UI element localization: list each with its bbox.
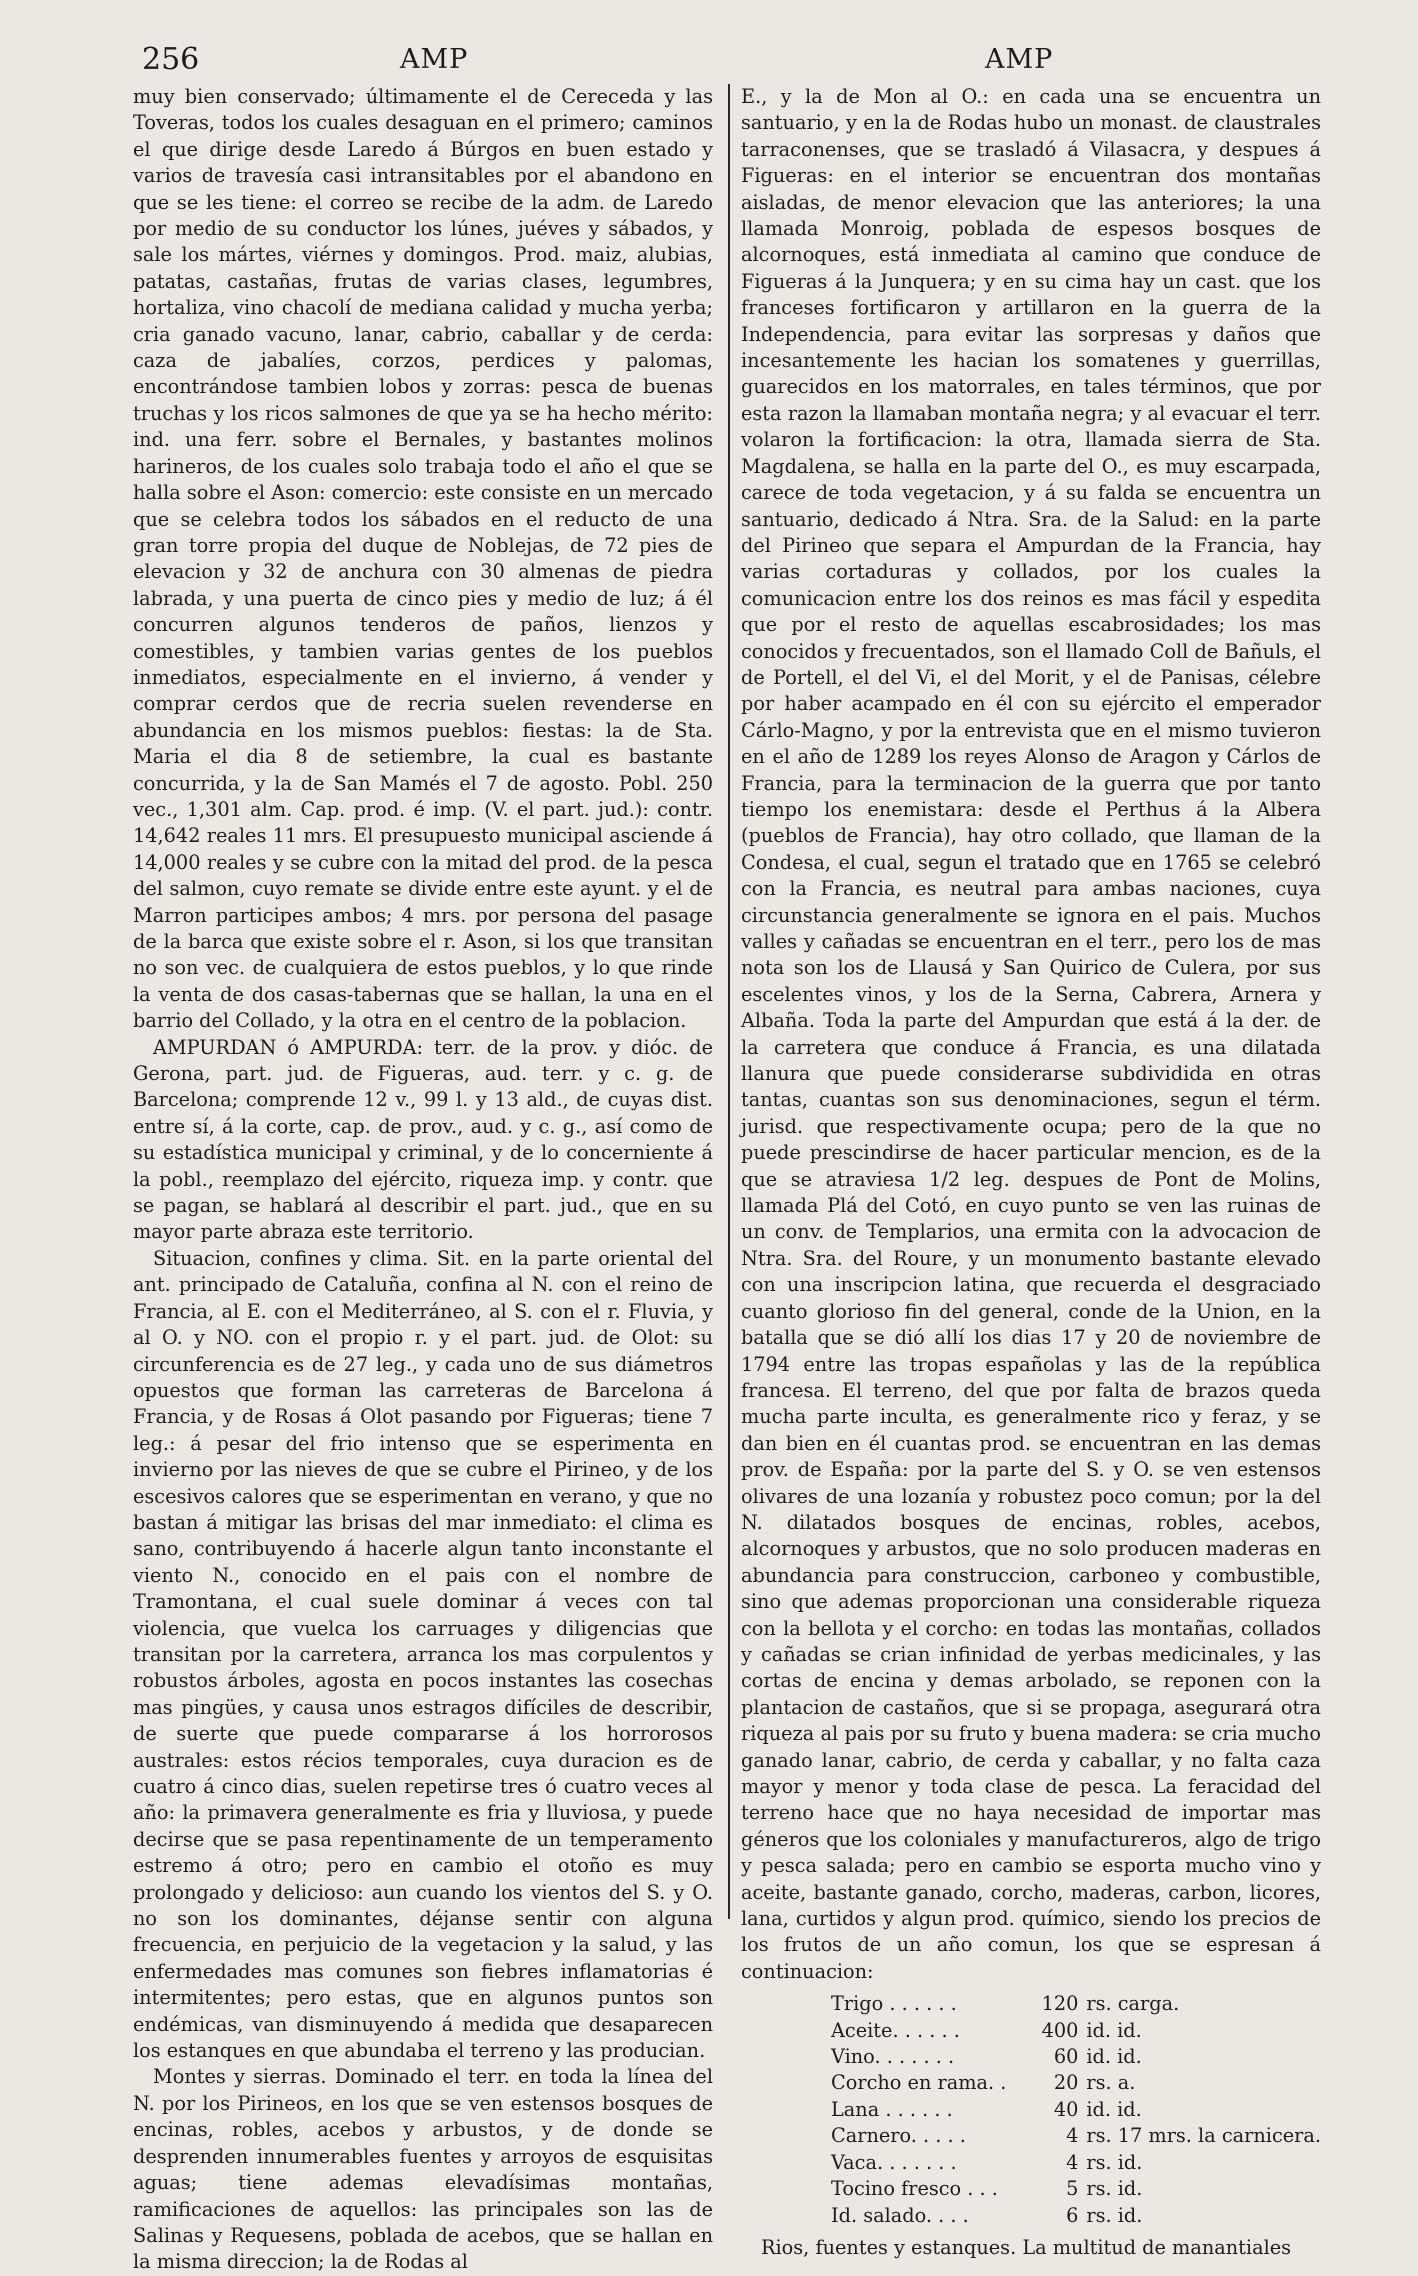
price-item: Corcho en rama. . [831,2071,1007,2095]
price-unit: rs. a. [1086,2071,1136,2095]
running-head-right: AMP [985,44,1054,75]
price-value: 40 [1053,2097,1079,2121]
price-row [831,2123,1321,2149]
price-row [831,2203,1321,2229]
price-unit: rs. id. [1086,2203,1143,2227]
entry-ampurdan: AMPURDAN ó AMPURDA: terr. de la prov. y dióc. de Gerona, part. jud. de Figueras, aud. terr. y c. g. de Barcelona; comprende 12 v., 99 l. y 13 ald., de cuyas dist. entre sí, á la corte, cap. de prov., aud. y c. g., así como de su estadística municipal y criminal, y de lo concerniente á la pobl., reemplazo del ejército, riqueza imp. y contr. que se pagan, se hablará al describir el part. jud., que en su mayor parte abraza este territorio. [133,1035,713,1244]
running-head-left: AMP [400,44,469,75]
price-item: Tocino fresco . . . [831,2177,998,2201]
price-row [831,2176,1321,2202]
price-item: Trigo . . . . . . [831,1992,957,2016]
price-item: Lana . . . . . . [831,2097,953,2121]
price-value: 20 [1053,2071,1079,2095]
price-item: Aceite. . . . . . [831,2018,960,2042]
price-row [831,2070,1321,2096]
price-value: 4 [1066,2150,1079,2174]
section-montes: Montes y sierras. Dominado el terr. en toda la línea del N. por los Pirineos, en los que se ven estensos bosques de encinas, robles, acebos y arbustos, y de donde se desprenden innumerables fuentes y arroyos de esquisitas aguas; tiene ademas elevadísimas montañas, ramificaciones de aquellos: las principales son las de Salinas y Requesens, poblada de acebos, que se hallan en la misma direccion; la de Rodas al [133,2065,713,2274]
price-row [831,2097,1321,2123]
price-value: 4 [1066,2124,1079,2148]
column-divider [728,84,730,1919]
price-unit: rs. id. [1086,2177,1143,2201]
price-value: 120 [1041,1992,1079,2016]
left-column [133,84,713,2274]
price-row [831,2150,1321,2176]
paragraph-continuation-right: E., y la de Mon al O.: en cada una se encuentra un santuario, y en la de Rodas hubo un monast. de claustrales tarraconenses, que se trasladó á Vilasacra, y despues á Figueras: en el interior se encuentran dos montañas aisladas, de menor elevacion que las anteriores; la una llamada Monroig, poblada de espesos bosques de alcornoques, está inmediata al camino que conduce de Figueras á la Junquera; y en su cima hay un cast. que los franceses fortificaron y artillaron en la guerra de la Independencia, para evitar las sorpresas y daños que incesantemente les hacian los somatenes y guerrillas, guarecidos en los matorrales, en tales términos, que por esta razon la llamaban montaña negra; y al evacuar el terr. volaron la fortificacion: la otra, llamada sierra de Sta. Magdalena, se halla en la parte del O., es muy escarpada, carece de toda vegetacion, y á su falda se encuentra un santuario, dedicado á Ntra. Sra. de la Salud: en la parte del Pirineo que separa el Ampurdan de la Francia, hay varias cortaduras y collados, por los cuales la comunicacion entre los dos reinos es mas fácil y espedita que por el resto de aquellas escabrosidades; los mas conocidos y frecuentados, son el llamado Coll de Bañuls, el de Portell, el del Vi, el del Morit, y el de Panisas, célebre por haber acampado en él con su ejército el emperador Cárlo-Magno, y por la entrevista que en el mismo tuvieron en el año de 1289 los reyes Alonso de Aragon y Cárlos de Francia, para la terminacion de la guerra que por tanto tiempo los enemistara: desde el Perthus á la Albera (pueblos de Francia), hay otro collado, que llaman de la Condesa, el cual, segun el tratado que en 1765 se celebró con la Francia, es neutral para ambas naciones, cuya circunstancia generalmente se ignora en el pais. Muchos valles y cañadas se encuentran en el terr., pero los de mas nota son los de Llausá y San Quirico de Culera, por sus escelentes vinos, y los de la Serna, Cabrera, Arnera y Albaña. Toda la parte del Ampurdan que está á la der. de la carretera que conduce á Francia, es una dilatada llanura que puede considerarse subdividida en otras tantas, cuantas son sus denominaciones, segun el térm. jurisd. que respectivamente ocupa; pero de la que no puede prescindirse de hacer particular mencion, es de la que se atraviesa 1/2 leg. despues de Pont de Molins, llamada Plá del Cotó, en cuyo punto se ven las ruinas de un conv. de Templarios, una ermita con la advocacion de Ntra. Sra. del Roure, y un monumento bastante elevado con una inscripcion latina, que recuerda el desgraciado cuanto glorioso fin del general, conde de la Union, en la batalla que se dió allí los dias 17 y 20 de noviembre de 1794 entre las tropas españolas y las de la república francesa. El terreno, del que por falta de brazos queda mucha parte inculta, es generalmente rico y feraz, y se dan bien en él cuantas prod. se encuentran en las demas prov. de España: por la parte del S. y O. se ven estensos olivares de una lozanía y robustez poco comun; por la del N. dilatados bosques de encinas, robles, acebos, alcornoques y arbustos, que no solo producen maderas en abundancia para construccion, carboneo y combustible, sino que ademas proporcionan una considerable riqueza con la bellota y el corcho: en todas las montañas, collados y cañadas se crian infinidad de yerbas medicinales, y las cortas de encina y demas arbolado, se reponen con la plantacion de castaños, que si se propaga, asegurará otra riqueza al pais por su fruto y buena madera: se cria mucho ganado lanar, cabrio, de cerda y caballar, y no falta caza mayor y menor y toda clase de pesca. La feracidad del terreno hace que no haya necesidad de importar mas géneros que los coloniales y manufactureros, algo de trigo y pesca salada; pero en cambio se esporta mucho vino y aceite, bastante ganado, corcho, maderas, carbon, licores, lana, curtidos y algun prod. químico, siendo los precios de los frutos de un año comun, los que se espresan á continuacion: [741,85,1321,1983]
price-unit: rs. id. [1086,2150,1143,2174]
price-row [831,1991,1321,2017]
price-item: Vaca. . . . . . . [831,2150,957,2174]
price-unit: id. id. [1086,2045,1142,2069]
price-unit: rs. carga. [1086,1992,1180,2016]
paragraph-continuation: muy bien conservado; últimamente el de Cereceda y las Toveras, todos los cuales desaguan en el primero; caminos el que dirige desde Laredo á Búrgos en buen estado y varios de travesía casi intransitables por el abandono en que se les tiene: el correo se recibe de la adm. de Laredo por medio de su conductor los lúnes, juéves y sábados, y sale los mártes, viérnes y domingos. Prod. maiz, alubias, patatas, castañas, frutas de varias clases, legumbres, hortaliza, vino chacolí de mediana calidad y mucha yerba; cria ganado vacuno, lanar, cabrio, caballar y de cerda: caza de jabalíes, corzos, perdices y palomas, encontrándose tambien lobos y zorras: pesca de buenas truchas y los ricos salmones de que ya se ha hecho mérito: ind. una ferr. sobre el Bernales, y bastantes molinos harineros, de los cuales solo trabaja todo el año el que se halla sobre el Ason: comercio: este consiste en un mercado que se celebra todos los sábados en el reducto de una gran torre propia del duque de Noblejas, de 72 pies de elevacion y 32 de anchura con 30 almenas de piedra labrada, y una puerta de cinco pies y medio de luz; á él concurren algunos tenderos de paños, lienzos y comestibles, y tambien varias gentes de los pueblos inmediatos, especialmente en el invierno, á vender y comprar cerdos que de recria suelen revenderse en abundancia en los mismos pueblos: fiestas: la de Sta. Maria el dia 8 de setiembre, la cual es bastante concurrida, y la de San Mamés el 7 de agosto. Pobl. 250 vec., 1,301 alm. Cap. prod. é imp. (V. el part. jud.): contr. 14,642 reales 11 mrs. El presupuesto municipal asciende á 14,000 reales y se cubre con la mitad del prod. de la pesca del salmon, cuyo remate se divide entre este ayunt. y el de Marron participes ambos; 4 mrs. por persona del pasage de la barca que existe sobre el r. Ason, si los que transitan no son vec. de cualquiera de estos pueblos, y lo que rinde la venta de dos casas-tabernas que se hallan, la una en el barrio del Collado, y la otra en el centro de la poblacion. [133,85,713,1033]
price-unit: id. id. [1086,2018,1142,2042]
page-number: 256 [142,42,200,77]
price-unit: id. id. [1086,2097,1142,2121]
price-item: Vino. . . . . . . [831,2045,955,2069]
price-row [831,2018,1321,2044]
price-table [831,1991,1321,2229]
price-unit: rs. 17 mrs. la carnicera. [1086,2124,1321,2148]
price-value: 5 [1066,2177,1079,2201]
price-row [831,2044,1321,2070]
right-column [741,84,1321,2259]
price-value: 6 [1066,2203,1079,2227]
section-situacion: Situacion, confines y clima. Sit. en la parte oriental del ant. principado de Cataluña, confina al N. con el reino de Francia, al E. con el Mediterráneo, al S. con el r. Fluvia, y al O. y NO. con el propio r. y el part. jud. de Olot: su circunferencia es de 27 leg., y cada uno de sus diámetros opuestos que forman las carreteras de Barcelona á Francia, y de Rosas á Olot pasando por Figueras; tiene 7 leg.: á pesar del frio intenso que se esperimenta en invierno por las nieves de que se cubre el Pirineo, y de los escesivos calores que se esperimentan en verano, y que no bastan á mitigar las brisas del mar inmediato: el clima es sano, contribuyendo á hacerle algun tanto inconstante el viento N., conocido en el pais con el nombre de Tramontana, el cual suele dominar á veces con tal violencia, que vuelca los carruages y diligencias que transitan por la carretera, arranca los mas corpulentos y robustos árboles, agosta en pocos instantes las cosechas mas pingües, y causa unos estragos difíciles de describir, de suerte que puede compararse á los horrorosos australes: estos récios temporales, cuya duracion es de cuatro á cinco dias, suelen repetirse tres ó cuatro veces al año: la primavera generalmente es fria y lluviosa, y puede decirse que se pasa repentinamente de un temperamento estremo á otro; pero en cambio el otoño es muy prolongado y delicioso: aun cuando los vientos del S. y O. no son los dominantes, déjanse sentir con alguna frecuencia, en perjuicio de la vegetacion y la salud, y las enfermedades mas comunes son fiebres inflamatorias é intermitentes; pero estas, que en algunos puntos son endémicas, van disminuyendo á medida que desaparecen los estanques en que abundaba el terreno y las producian. [133,1246,713,2063]
section-rios: Rios, fuentes y estanques. La multitud de manantiales [761,2235,1292,2259]
price-item: Id. salado. . . . [831,2203,969,2227]
price-value: 400 [1041,2018,1079,2042]
price-value: 60 [1053,2045,1079,2069]
price-item: Carnero. . . . . [831,2124,966,2148]
